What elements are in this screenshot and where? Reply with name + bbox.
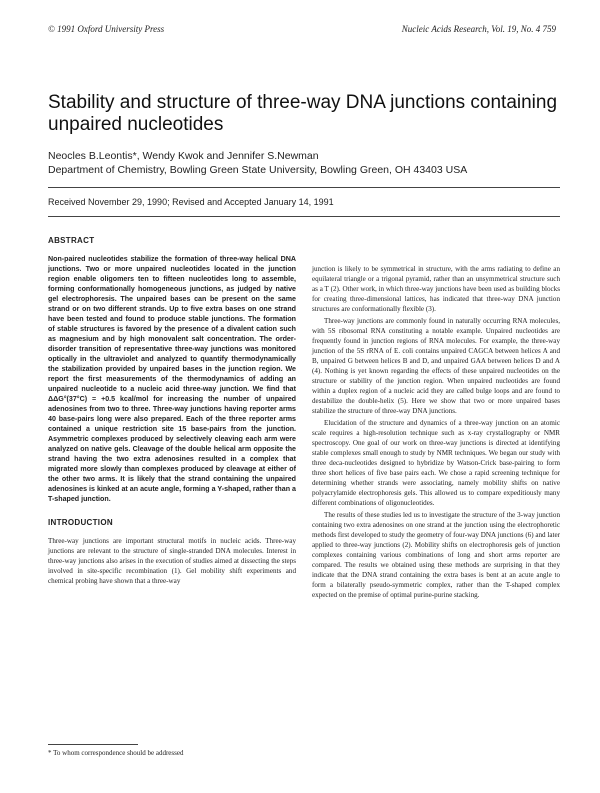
introduction-heading: INTRODUCTION (48, 518, 113, 527)
received-dates: Received November 29, 1990; Revised and Accepted January 14, 1991 (48, 197, 334, 207)
body-paragraph-3: Elucidation of the structure and dynamics of a three-way junction on an atomic scale requires a high-resolution technique such as x-ray crystallography or NMR spectroscopy. One goal of our work on three-way junctions is directed at identifying stable complexes small enough to study by NMR techniques. We began our study with three deca-nucleotides designed to hybridize by Watson-Crick base-pairing to form three short helices of five base pairs each. We chose a rapid screening technique for determining whether strands were associating, namely mobility shifts on native polyacrylamide electrophoresis gels. This allowed us to compare expeditiously many different combinations of oligonucleotides. (312, 419, 560, 507)
journal-header: Nucleic Acids Research, Vol. 19, No. 4 759 (401, 24, 556, 34)
intro-paragraph: Three-way junctions are important structural motifs in nucleic acids. Three-way junctions are relevant to the structure of single-stranded DNA molecules. Interest in three-way junctions also arises in the execution of studies aimed at dissecting the steps involved in site-specific recombination (1). Gel mobility shift experiments and chemical probing have shown that a three-way (48, 537, 296, 585)
author-list: Neocles B.Leontis*, Wendy Kwok and Jennifer S.Newman (48, 150, 319, 162)
divider-top (48, 187, 560, 188)
affiliation: Department of Chemistry, Bowling Green State University, Bowling Green, OH 43403 USA (48, 164, 468, 176)
footnote-rule (48, 744, 138, 745)
body-paragraph-1: junction is likely to be symmetrical in structure, with the arms radiating to define an equilateral triangle or a trigonal pyramid, rather than an unsymmetrical structure such as a T (2). Other work, in which three-way junctions have been used as building blocks for creating three-dimensional lattices, has indicated that three-way DNA junction structures are conformationally flexible (3). (312, 265, 560, 313)
footnote: * To whom correspondence should be addressed (48, 749, 184, 757)
left-column (48, 236, 296, 586)
copyright-header: © 1991 Oxford University Press (48, 24, 165, 34)
body-paragraph-2: Three-way junctions are commonly found in naturally occurring RNA molecules, with 5S ribosomal RNA constituting a notable example. Unpaired nucleotides are frequently found in junction regions of RNA molecules. For example, the three-way junction of the 5S rRNA of E. coli contains unpaired CAGCA between helices A and B, unpaired G between helices B and D, and unpaired GAA between helices D and A (4). Nothing is yet known regarding the effects of these unpaired nucleotides on the structure or stability of the junction region. When unpaired nucleotides are found within a duplex region of a nucleic acid they are called bulge loops and are found to destabilize the double-helix (5). Here we show that two or more unpaired bases stabilize the structure of three-way DNA junctions. (312, 317, 560, 415)
abstract-heading: ABSTRACT (48, 236, 95, 245)
right-column (312, 264, 560, 600)
abstract-text: Non-paired nucleotides stabilize the formation of three-way helical DNA junctions. Two or more unpaired nucleotides located in the junction region enable oligomers ten to fifteen nucleotides long to assemble, forming conformationally homogeneous junctions, as judged by native gel electrophoresis. The unpaired bases can be present on the same strand or on two different strands. Up to five extra bases on one strand have been tested and found to produce stable junctions. The formation of stable structures is favored by the presence of a divalent cation such as magnesium and by high monovalent salt concentration. The order-disorder transition of representative three-way junctions was monitored optically in the ultraviolet and analyzed to quantify thermodynamically the stabilization provided by unpaired bases in the junction region. We report the first measurements of the thermodynamics of adding an unpaired nucleotide to a nucleic acid three-way junction. We find that ΔΔG°(37°C) = +0.5 kcal/mol for increasing the number of unpaired adenosines from two to three. Three-way junctions having reporter arms 40 base-pairs long were also prepared. Each of the three reporter arms contained a unique restriction site 15 base-pairs from the junction. Asymmetric complexes produced by selectively cleaving each arm were analyzed on native gels. Cleavage of the double helical arm opposite the strand having the two extra adenosines resulted in a complex that migrated more slowly than complexes produced by cleavage at either of the other two arms. It is likely that the strand containing the unpaired adenosines is kinked at an acute angle, forming a Y-shaped, rather than a T-shaped junction. (48, 255, 296, 503)
paper-title: Stability and structure of three-way DNA junctions containing unpaired nucleotides (48, 92, 558, 135)
body-paragraph-4: The results of these studies led us to investigate the structure of the 3-way junction containing two extra adenosines on one strand at the junction using the electrophoretic methods first developed to study the geometry of four-way DNA junctions (6) and later applied to three-way junctions (2). Mobility shifts on electrophoresis gels of junction complexes containing various combinations of long and short arms reporter are compared. The results we obtained using these methods are surprising in that they indicate that the DNA strand containing the extra bases is bent at an acute angle to form a bilaterally pseudo-symmetric complex, rather than the T-shaped complex expected on the premise of optimal purine-purine stacking. (312, 511, 560, 599)
divider-bottom (48, 216, 560, 217)
